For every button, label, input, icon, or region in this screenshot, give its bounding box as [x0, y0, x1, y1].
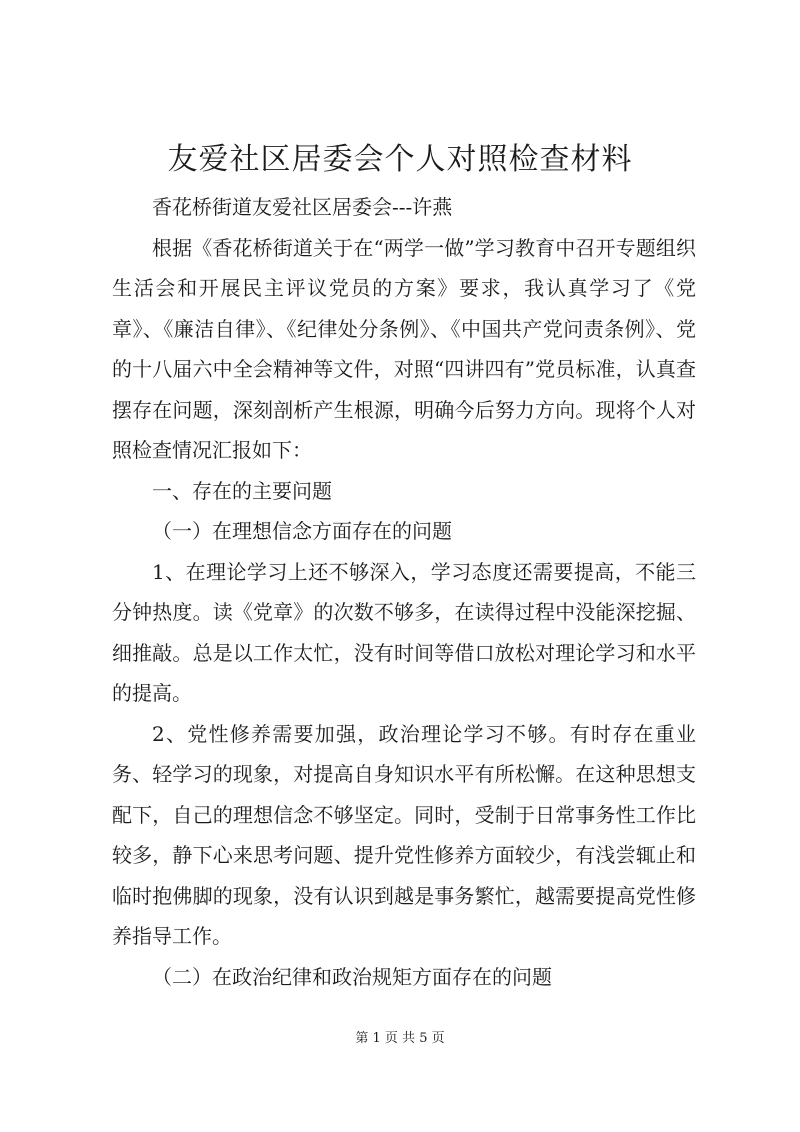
- paragraph-item-1: 1、在理论学习上还不够深入，学习态度还需要提高，不能三分钟热度。读《党章》的次数不够多，在读得过程中没能深挖掘、细推敲。总是以工作太忙，没有时间等借口放松对理论学习和水平的提高。: [112, 559, 696, 705]
- section-heading-1: 一、存在的主要问题: [152, 478, 332, 503]
- author-line: 香花桥街道友爱社区居委会---许燕: [152, 195, 453, 219]
- paragraph-item-2: 2、党性修养需要加强，政治理论学习不够。有时存在重业务、轻学习的现象，对提高自身知识水平有所松懈。在这种思想支配下，自己的理想信念不够坚定。同时，受制于日常事务性工作比较多，静下心来思考问题、提升党性修养方面较少，有浅尝辄止和临时抱佛脚的现象，没有认识到越是事务繁忙，越需要提高党性修养指导工作。: [112, 721, 696, 948]
- subsection-heading-2: （二）在政治纪律和政治规矩方面存在的问题: [152, 964, 552, 989]
- subsection-heading-1: （一）在理想信念方面存在的问题: [152, 519, 452, 543]
- paragraph-intro: 根据《香花桥街道关于在“两学一做”学习教育中召开专题组织生活会和开展民主评议党员的方案》要求，我认真学习了《党章》、《廉洁自律》、《纪律处分条例》、《中国共产党问责条例》、党的十八届六中全会精神等文件，对照“四讲四有”党员标准，认真查摆存在问题，深刻剖析产生根源，明确今后努力方向。现将个人对照检查情况汇报如下：: [112, 235, 696, 462]
- document-body: [112, 187, 696, 997]
- page-footer: 第 1 页 共 5 页: [355, 1031, 445, 1046]
- document-title: 友爱社区居委会个人对照检查材料: [167, 142, 633, 177]
